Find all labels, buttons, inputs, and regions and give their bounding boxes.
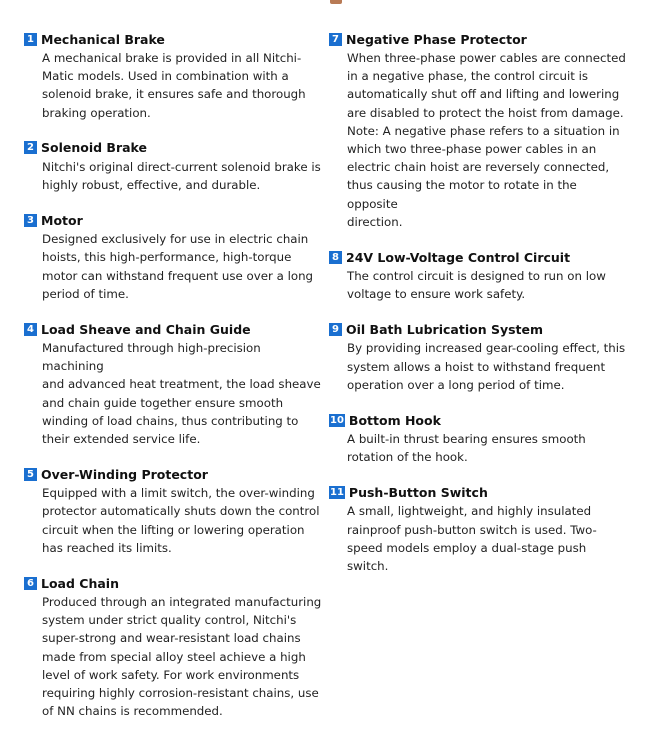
description-line: Matic models. Used in combination with a [42, 69, 289, 84]
feature-heading [24, 320, 324, 338]
feature-description [42, 158, 324, 194]
feature-description [42, 339, 324, 448]
description-line: The control circuit is designed to run on low [347, 269, 606, 284]
feature-item [329, 30, 629, 231]
feature-description [347, 430, 629, 466]
description-line: A built-in thrust bearing ensures smooth [347, 432, 586, 447]
description-line: Note: A negative phase refers to a situation in [347, 123, 620, 138]
feature-item [329, 248, 629, 303]
feature-item [24, 30, 324, 122]
description-line: Designed exclusively for use in electric chain [42, 232, 309, 247]
description-line: system allows a hoist to withstand frequent [347, 359, 606, 374]
feature-title: Push-Button Switch [348, 484, 488, 500]
feature-title: Negative Phase Protector [346, 31, 527, 47]
feature-description [347, 267, 629, 303]
feature-number-badge: 4 [24, 323, 37, 336]
description-line: motor can withstand frequent use over a long [42, 268, 314, 283]
feature-heading [329, 248, 629, 266]
feature-item [24, 320, 324, 448]
description-line: A small, lightweight, and highly insulated [347, 504, 592, 519]
feature-description [42, 49, 324, 122]
description-line: Produced through an integrated manufacturing [42, 595, 322, 610]
feature-heading [24, 574, 324, 592]
description-line: electric chain hoist are reversely connected, [347, 160, 610, 175]
feature-heading [329, 30, 629, 48]
feature-title: Load Sheave and Chain Guide [41, 321, 251, 337]
feature-item [329, 411, 629, 466]
feature-heading [24, 465, 324, 483]
right-feature-column [329, 30, 629, 592]
feature-title: Motor [41, 212, 83, 228]
feature-description [347, 502, 629, 575]
description-line: and chain guide together ensure smooth [42, 395, 284, 410]
description-line: thus causing the motor to rotate in the opposite [347, 178, 577, 211]
description-line: rotation of the hook. [347, 450, 468, 465]
description-line: which two three-phase power cables in an [347, 142, 597, 157]
description-line: rainproof push-button switch is used. Two- [347, 522, 597, 537]
feature-number-badge: 5 [24, 468, 37, 481]
feature-heading [329, 320, 629, 338]
feature-item [329, 483, 629, 575]
feature-number-badge: 11 [330, 486, 344, 498]
description-line: are disabled to protect the hoist from damage. [347, 105, 624, 120]
description-line: their extended service life. [42, 432, 201, 447]
feature-heading [24, 211, 324, 229]
description-line: system under strict quality control, Nitchi's [42, 613, 297, 628]
description-line: A mechanical brake is provided in all Nitchi- [42, 51, 302, 65]
feature-number-badge: 2 [24, 141, 37, 154]
description-line: requiring highly corrosion-resistant chains, use [42, 686, 319, 701]
description-line: in a negative phase, the control circuit is [347, 69, 589, 84]
feature-item [24, 139, 324, 194]
description-line: voltage to ensure work safety. [347, 287, 526, 302]
feature-item [24, 574, 324, 720]
feature-description [347, 49, 629, 231]
feature-number-badge: 1 [24, 33, 37, 46]
feature-number-badge: 6 [24, 577, 37, 590]
description-line: By providing increased gear-cooling effect, this [347, 341, 626, 356]
feature-title: 24V Low-Voltage Control Circuit [346, 249, 571, 265]
description-line: made from special alloy steel achieve a high [42, 649, 306, 664]
feature-number-badge: 7 [329, 33, 342, 46]
description-line: automatically shut off and lifting and lowering [347, 87, 620, 102]
feature-number-badge: 10 [330, 414, 344, 426]
description-line: When three-phase power cables are connected [347, 51, 626, 65]
description-line: level of work safety. For work environments [42, 667, 300, 682]
feature-title: Load Chain [41, 575, 119, 591]
feature-heading [24, 139, 324, 157]
description-line: period of time. [42, 286, 129, 301]
description-line: braking operation. [42, 105, 151, 120]
feature-title: Over-Winding Protector [41, 466, 208, 482]
description-line: highly robust, effective, and durable. [42, 178, 261, 193]
feature-number-badge: 9 [329, 323, 342, 336]
feature-item [24, 465, 324, 557]
description-line: solenoid brake, it ensures safe and thorough [42, 87, 306, 102]
description-line: direction. [347, 214, 403, 229]
feature-heading [329, 483, 629, 501]
feature-title: Oil Bath Lubrication System [346, 321, 544, 337]
feature-title: Solenoid Brake [41, 140, 148, 156]
feature-description [42, 484, 324, 557]
feature-heading [329, 411, 629, 429]
description-line: Nitchi's original direct-current solenoid brake is [42, 159, 321, 174]
description-line: super-strong and wear-resistant load chains [42, 631, 301, 646]
description-line: Equipped with a limit switch, the over-winding [42, 486, 315, 501]
description-line: has reached its limits. [42, 540, 172, 555]
description-line: protector automatically shuts down the control [42, 504, 320, 519]
description-line: and advanced heat treatment, the load sheave [42, 377, 321, 392]
left-feature-column [24, 30, 324, 737]
description-line: operation over a long period of time. [347, 377, 565, 392]
feature-item [329, 320, 629, 394]
feature-number-badge: 3 [24, 214, 37, 227]
feature-title: Bottom Hook [348, 412, 441, 428]
description-line: Manufactured through high-precision machining [42, 341, 261, 374]
description-line: of NN chains is recommended. [42, 704, 223, 719]
feature-description [347, 339, 629, 394]
top-edge-mark [330, 0, 342, 4]
feature-heading [24, 30, 324, 48]
description-line: winding of load chains, thus contributing to [42, 413, 299, 428]
feature-number-badge: 8 [329, 251, 342, 264]
feature-description [42, 230, 324, 303]
feature-description [42, 593, 324, 720]
description-line: hoists, this high-performance, high-torque [42, 250, 292, 265]
description-line: speed models employ a dual-stage push [347, 540, 587, 555]
description-line: circuit when the lifting or lowering operation [42, 522, 305, 537]
feature-item [24, 211, 324, 303]
feature-title: Mechanical Brake [41, 31, 165, 47]
description-line: switch. [347, 559, 389, 574]
